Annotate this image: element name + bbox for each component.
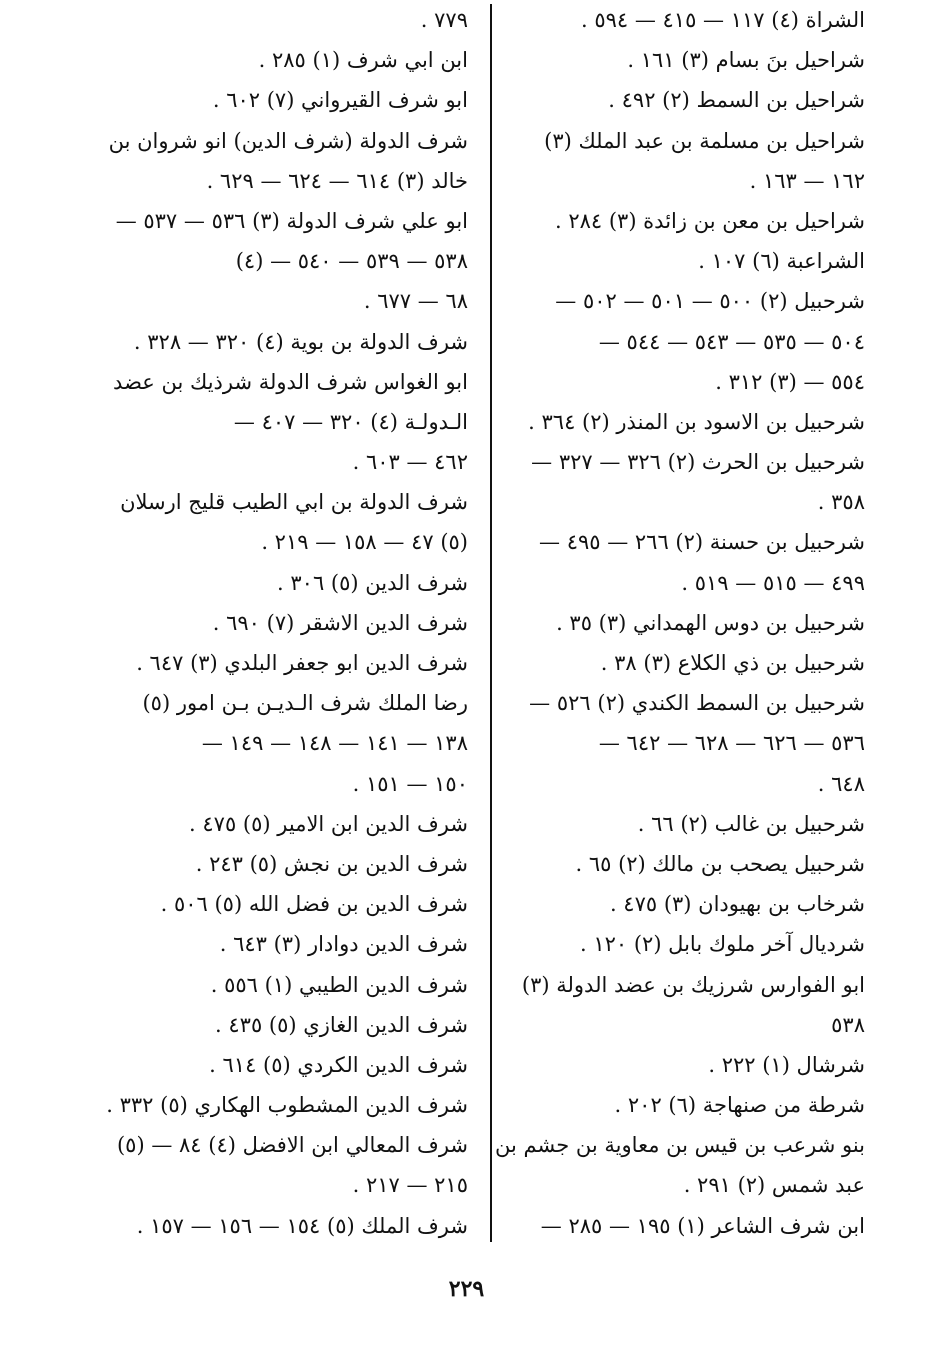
index-entry-line: ٥٠٤ — ٥٣٥ — ٥٤٣ — ٥٤٤ — xyxy=(598,329,865,354)
index-entry-line: ١٥٠ — ١٥١ . xyxy=(352,771,468,796)
index-entry-line: شرف الدين (٥) ٣٠٦ . xyxy=(277,570,468,595)
index-entry-line: شرف الدولة (شرف الدين) انو شروان بن xyxy=(108,128,468,153)
index-entry-line: ٢١٥ — ٢١٧ . xyxy=(352,1173,468,1198)
index-entry-line: ١٦٢ — ١٦٣ . xyxy=(749,168,865,193)
index-entry-line: ٧٧٩ . xyxy=(420,8,468,32)
index-entry-line: عبد شمس (٢) ٢٩١ . xyxy=(683,1173,865,1198)
index-entry-line: شرف الدين الاشقر (٧) ٦٩٠ . xyxy=(212,610,468,635)
index-entry-line: شرف المعالي ابن الافضل (٤) ٨٤ — (٥) xyxy=(116,1133,468,1158)
index-entry-line: ٥٣٨ — ٥٣٩ — ٥٤٠ — (٤) xyxy=(235,249,468,274)
index-entry-line: شرشال (١) ٢٢٢ . xyxy=(708,1052,865,1077)
index-entry-line: شرف الدين الغازي (٥) ٤٣٥ . xyxy=(215,1012,468,1037)
index-entry-line: ابو علي شرف الدولة (٣) ٥٣٦ — ٥٣٧ — xyxy=(115,208,468,233)
index-entry-line: خالد (٣) ٦١٤ — ٦٢٤ — ٦٢٩ . xyxy=(206,168,468,193)
index-entry-line: شراحيل بن مسلمة بن عبد الملك (٣) xyxy=(544,128,865,153)
index-entry-line: رضا الملك شرف الـديـن بـن امور (٥) xyxy=(142,691,468,716)
index-entry-line: الـدولـة (٤) ٣٢٠ — ٤٠٧ — xyxy=(233,409,468,434)
index-entry-line: ٦٤٨ . xyxy=(817,771,865,796)
index-entry-line: شرحبيل بن ذي الكلاع (٣) ٣٨ . xyxy=(600,651,865,675)
index-entry-line: شراحيل بنَ بسام (٣) ١٦١ . xyxy=(627,48,865,73)
index-entry-line: شرحبيل بن الحرث (٢) ٣٢٦ — ٣٢٧ — xyxy=(531,450,865,475)
index-entry-line: شرف الدولة بن بوية (٤) ٣٢٠ — ٣٢٨ . xyxy=(133,329,468,354)
index-entry-line: شرف الدين دوادار (٣) ٦٤٣ . xyxy=(219,932,468,957)
left-column xyxy=(106,0,468,1246)
index-entry-line: شرطة من صنهاجة (٦) ٢٠٢ . xyxy=(614,1093,865,1118)
index-entry-line: ١٣٨ — ١٤١ — ١٤٨ — ١٤٩ — xyxy=(201,731,468,756)
index-entry-line: شرف الدين بن فضل الله (٥) ٥٠٦ . xyxy=(160,892,468,917)
right-column xyxy=(495,0,865,1246)
index-entry-line: ٥٥٤ — (٣) ٣١٢ . xyxy=(715,369,865,394)
index-entry-line: ابن شرف الشاعر (١) ١٩٥ — ٢٨٥ — xyxy=(540,1213,865,1238)
index-entry-line: شرحبيل بن حسنة (٢) ٢٦٦ — ٤٩٥ — xyxy=(539,530,865,555)
index-entry-line: ٤٦٢ — ٦٠٣ . xyxy=(352,450,468,475)
index-entry-line: شرحبيل بن غالب (٢) ٦٦ . xyxy=(637,811,865,836)
index-entry-line: شرف الدين ابو جعفر البلدي (٣) ٦٤٧ . xyxy=(136,651,468,675)
index-entry-line: شرف الملك (٥) ١٥٤ — ١٥٦ — ١٥٧ . xyxy=(136,1213,468,1238)
index-entry-line: ٦٨ — ٦٧٧ . xyxy=(363,289,468,314)
index-entry-line: شرديال آخر ملوك بابل (٢) ١٢٠ . xyxy=(579,932,865,957)
index-entry-line: شرحبيل بن السمط الكندي (٢) ٥٢٦ — xyxy=(529,691,865,716)
index-entry-line: (٥) ٤٧ — ١٥٨ — ٢١٩ . xyxy=(261,530,468,555)
column-divider xyxy=(490,4,492,1242)
page-number: ٢٢٩ xyxy=(448,1276,485,1302)
index-entry-line: ابن ابي شرف (١) ٢٨٥ . xyxy=(258,48,468,73)
index-entry-line: شرف الدين الطيبي (١) ٥٥٦ . xyxy=(210,972,468,997)
index-entry-line: شرحبيل بن دوس الهمداني (٣) ٣٥ . xyxy=(556,610,865,635)
index-entry-line: ابو الفوارس شرزيك بن عضد الدولة (٣) xyxy=(521,972,865,997)
index-entry-line: شرحبيل (٢) ٥٠٠ — ٥٠١ — ٥٠٢ — xyxy=(555,289,865,314)
index-entry-line: شرحبيل يصحب بن مالك (٢) ٦٥ . xyxy=(575,851,865,876)
index-entry-line: ٤٩٩ — ٥١٥ — ٥١٩ . xyxy=(681,570,865,595)
index-entry-line: بنو شرعب بن قيس بن معاوية بن جشم بن xyxy=(495,1133,865,1158)
index-entry-line: الشراة (٤) ١١٧ — ٤١٥ — ٥٩٤ . xyxy=(580,8,865,32)
index-entry-line: شرف الدولة بن ابي الطيب قليج ارسلان xyxy=(120,490,468,515)
index-entry-line: شرف الدين ابن الامير (٥) ٤٧٥ . xyxy=(189,811,468,836)
index-entry-line: شرف الدين الكردي (٥) ٦١٤ . xyxy=(209,1052,468,1077)
index-entry-line: شرف الدين المشطوب الهكاري (٥) ٣٣٢ . xyxy=(106,1093,468,1118)
index-entry-line: ابو شرف القيرواني (٧) ٦٠٢ . xyxy=(212,88,468,113)
index-entry-line: ٣٥٨ . xyxy=(817,490,865,515)
index-entry-line: شرحبيل بن الاسود بن المنذر (٢) ٣٦٤ . xyxy=(528,409,865,434)
index-entry-line: الشراعبة (٦) ١٠٧ . xyxy=(698,249,865,274)
index-entry-line: ٥٣٦ — ٦٢٦ — ٦٢٨ — ٦٤٢ — xyxy=(598,731,865,756)
index-entry-line: ابو الغواس شرف الدولة شرذيك بن عضد xyxy=(113,369,468,394)
index-entry-line: شرخاب بن بهيودان (٣) ٤٧٥ . xyxy=(609,892,865,917)
index-entry-line: شراحيل بن معن بن زائدة (٣) ٢٨٤ . xyxy=(554,208,865,233)
index-entry-line: شراحيل بن السمط (٢) ٤٩٢ . xyxy=(608,88,865,113)
index-entry-line: شرف الدين بن نجش (٥) ٢٤٣ . xyxy=(195,851,468,876)
index-entry-line: ٥٣٨ xyxy=(831,1012,865,1037)
